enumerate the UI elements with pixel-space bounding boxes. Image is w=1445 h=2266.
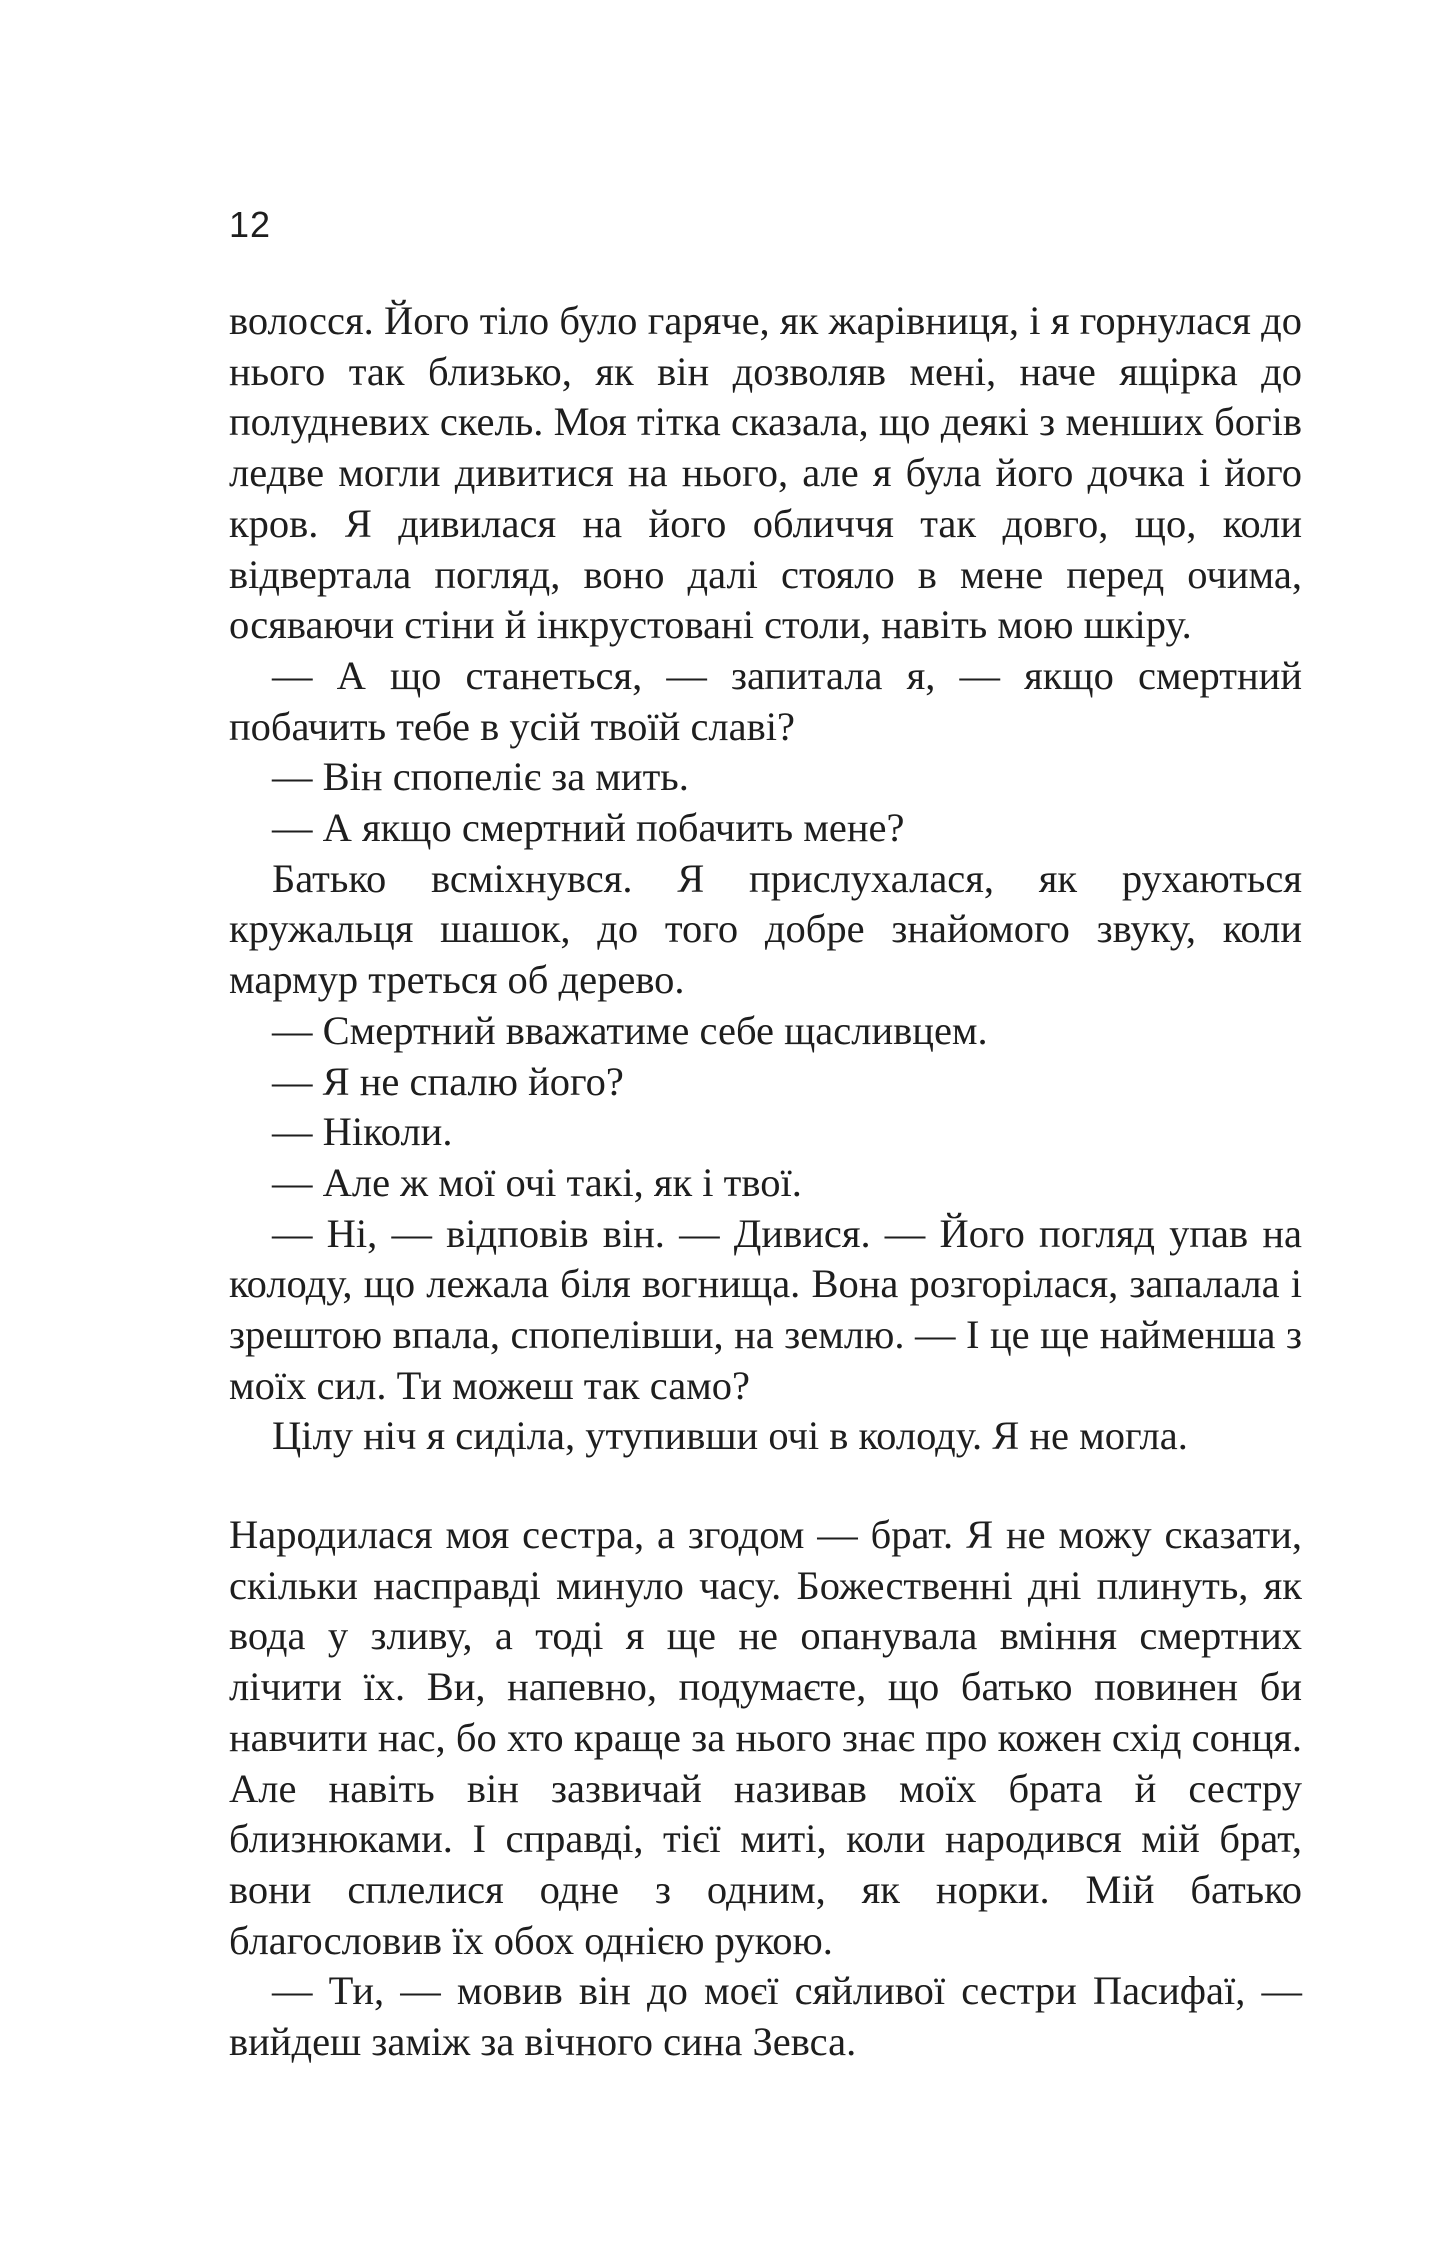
dialogue-line: — Ніколи. bbox=[272, 1109, 453, 1155]
dialogue-line: — Я не спалю його? bbox=[272, 1058, 624, 1104]
dialogue-line: — А що станеться, — запитала я, — якщо смертний побачить тебе в усій твоїй славі? bbox=[229, 652, 1302, 749]
dialogue-line: — Ні, — відповів він. — Дивися. — Його погляд упав на колоду, що лежала біля вогнища. Вона розгорілася, запалала і зрештою впала, спопелівши, на землю. — І це ще найменша з моїх сил. Ти можеш так само? bbox=[229, 1210, 1302, 1408]
text-section-1 bbox=[229, 296, 1302, 1462]
dialogue-line: — А якщо смертний побачить мене? bbox=[272, 805, 905, 851]
paragraph: волосся. Його тіло було гаряче, як жарівниця, і я горнулася до нього так близько, як він дозволяв мені, наче ящірка до полудневих скель. Моя тітка сказала, що деякі з менших богів ледве могли дивитися на нього, але я була його дочка і його кров. Я дивилася на його обличчя так довго, що, коли відвертала погляд, воно далі стояло в мене перед очима, осяваючи стіни й інкрустовані столи, навіть мою шкіру. bbox=[229, 298, 1302, 648]
dialogue-line: — Він спопеліє за мить. bbox=[272, 754, 689, 800]
paragraph: Цілу ніч я сиділа, утупивши очі в колоду. Я не могла. bbox=[272, 1413, 1188, 1459]
paragraph: Батько всміхнувся. Я прислухалася, як рухаються кружальця шашок, до того добре знайомого звуку, коли мармур треться об дерево. bbox=[229, 855, 1302, 1003]
dialogue-line: — Але ж мої очі такі, як і твої. bbox=[272, 1159, 802, 1205]
paragraph: Народилася моя сестра, а згодом — брат. Я не можу сказати, скільки насправді минуло часу. Божественні дні плинуть, як вода у зливу, а тоді я ще не опанувала вміння смертних лічити їх. Ви, напевно, подумаєте, що батько повинен би навчити нас, бо хто краще за нього знає про кожен схід сонця. Але навіть він зазвичай називав моїх брата й сестру близнюками. І справді, тієї миті, коли народився мій брат, вони сплелися одне з одним, як норки. Мій батько благословив їх обох однією рукою. bbox=[229, 1512, 1302, 1963]
dialogue-line: — Смертний вважатиме себе щасливцем. bbox=[272, 1007, 988, 1053]
dialogue-line: — Ти, — мовив він до моєї сяйливої сестри Пасифаї, — вийдеш заміж за вічного сина Зевса. bbox=[229, 1968, 1302, 2065]
page-number: 12 bbox=[229, 204, 272, 245]
text-section-2 bbox=[229, 1510, 1302, 2068]
